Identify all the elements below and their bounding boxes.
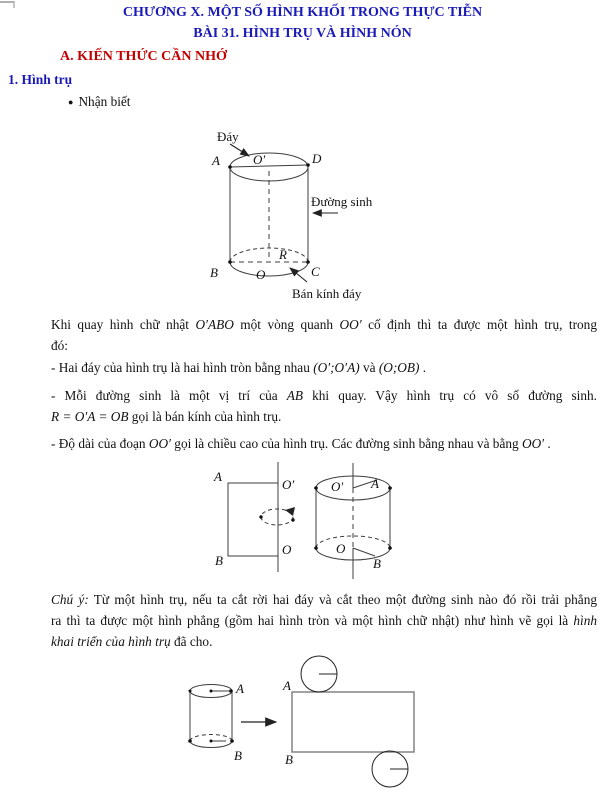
p3-math-2: R = O′A = OB (51, 409, 129, 424)
lesson-title: BÀI 31. HÌNH TRỤ VÀ HÌNH NÓN (193, 26, 412, 41)
paragraph-3-line-1 (51, 388, 597, 404)
bullet-icon: ● (68, 97, 74, 107)
note-text-2a: ra thì ta được một hình phẳng (gồm hai hình tròn và một hình chữ nhật) như hình vẽ gọi là (51, 613, 574, 628)
rotation-diagram (205, 460, 405, 585)
p4-math-1: OO′ (148, 436, 171, 451)
cylinder-vertex-dots (228, 163, 310, 264)
p2-text-3: . (419, 360, 427, 375)
label-cyl-a: A (371, 476, 379, 491)
label-rect-b: B (215, 553, 223, 568)
label-rect-o-prime: O′ (282, 477, 295, 492)
cylinder-net-diagram (182, 655, 452, 799)
note-text-1: Từ một hình trụ, nếu ta cắt rời hai đáy và cắt theo một đường sinh nào đó rồi trải phẳng (88, 592, 597, 607)
label-net-rect-a: A (283, 678, 291, 693)
net-unfolded (292, 656, 414, 787)
label-duong-sinh: Đường sinh (311, 194, 373, 209)
note-text-3a: khai triển của hình trụ (51, 634, 171, 649)
label-net-cyl-a: A (236, 681, 244, 696)
p3-text-3: gọi là bán kính của hình trụ. (128, 409, 282, 424)
note-text-3b: đã cho. (170, 634, 213, 649)
paragraph-1-line-1 (51, 317, 597, 333)
label-rect-o: O (282, 542, 292, 557)
bullet-line (68, 93, 131, 111)
label-ban-kinh-day: Bán kính đáy (292, 286, 362, 301)
note-text-2b: hình (573, 613, 597, 628)
p1-text-1: Khi quay hình chữ nhật (51, 317, 196, 332)
label-cyl-o-prime: O′ (331, 479, 344, 494)
p2-math-2: (O;OB) (378, 360, 420, 375)
paragraph-3-line-2 (51, 409, 597, 425)
label-point-d: D (312, 151, 322, 166)
p4-text-3: . (544, 436, 551, 451)
note-line-3 (51, 634, 597, 650)
label-cyl-o: O (336, 541, 346, 556)
label-point-o-prime: O′ (253, 152, 266, 167)
p3-math-1: AB (286, 388, 303, 403)
cylinder-diagram (190, 125, 410, 305)
chapter-title: CHƯƠNG X. MỘT SỐ HÌNH KHỐI TRONG THỰC TIỄN (122, 5, 483, 20)
paragraph-4 (51, 436, 597, 452)
paragraph-1-line-2: đó: (51, 338, 68, 353)
note-line-1 (51, 592, 597, 608)
p1-text-2: một vòng quanh (233, 317, 340, 332)
label-point-c: C (311, 264, 320, 279)
label-rect-a: A (214, 469, 222, 484)
p4-text-2: gọi là chiều cao của hình trụ. Các đường sinh bằng nhau và bằng (170, 436, 522, 451)
label-net-cyl-b: B (234, 748, 242, 763)
label-point-b: B (210, 265, 218, 280)
bullet-label: Nhận biết (78, 94, 131, 109)
section-a-heading: A. KIẾN THỨC CẦN NHỚ (60, 49, 227, 64)
note-lead: Chú ý: (51, 592, 89, 607)
label-net-rect-b: B (285, 752, 293, 767)
cylinder-outline (230, 153, 308, 276)
label-point-o: O (256, 267, 266, 282)
p3-text-2: khi quay. Vậy hình trụ có vô số đường sinh. (303, 388, 597, 403)
note-line-2 (51, 613, 597, 629)
label-day: Đáy (217, 129, 239, 144)
p3-text-1: - Mỗi đường sinh là một vị trí của (51, 388, 287, 403)
label-point-a: A (212, 153, 220, 168)
label-cyl-b: B (373, 556, 381, 571)
label-radius-r: R (279, 247, 287, 262)
p1-text-3: cố định thì ta được một hình trụ, trong (361, 317, 597, 332)
p2-text-2: và (359, 360, 379, 375)
p4-math-2: OO′ (521, 436, 545, 451)
p4-text-1: - Độ dài của đoạn (51, 436, 149, 451)
net-source-cylinder (190, 685, 232, 748)
paragraph-2 (51, 360, 597, 376)
p2-text-1: - Hai đáy của hình trụ là hai hình tròn bằng nhau (51, 360, 314, 375)
p1-math-1: O′ABO (195, 317, 234, 332)
p1-math-2: OO′ (339, 317, 362, 332)
p2-math-1: (O′;O′A) (313, 360, 360, 375)
section-1-heading: 1. Hình trụ (8, 72, 73, 87)
